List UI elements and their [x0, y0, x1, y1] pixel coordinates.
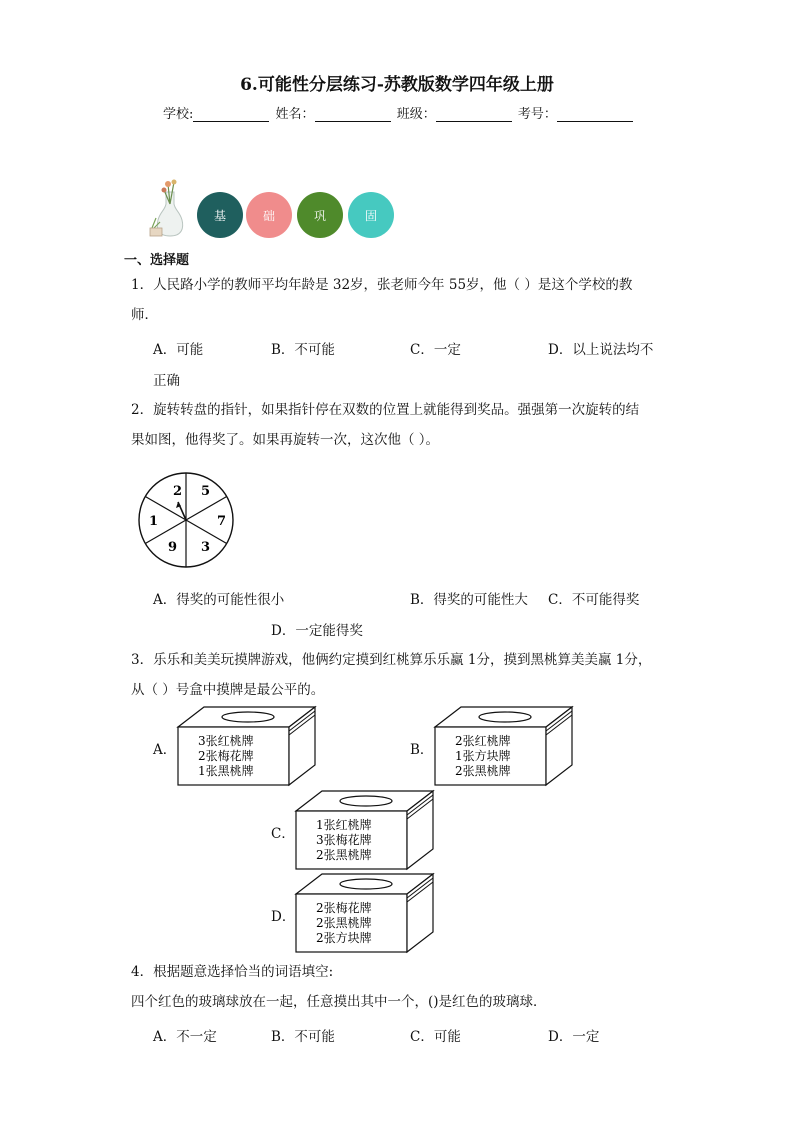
q4-option-b[interactable]: B．不可能	[271, 1029, 335, 1045]
q2-option-a[interactable]: A．得奖的可能性很小	[153, 592, 285, 608]
student-info-line	[163, 103, 635, 122]
class-label: 班级：	[396, 107, 436, 122]
q4-option-c[interactable]: C．可能	[410, 1029, 461, 1045]
box-line: 2张方块牌	[316, 931, 372, 945]
q2-option-c[interactable]: C．不可能得奖	[548, 592, 640, 608]
q1-option-b[interactable]: B．不可能	[271, 342, 335, 358]
badge-circle-1	[197, 192, 243, 238]
q1-option-c[interactable]: C．一定	[410, 342, 461, 358]
q4-option-a[interactable]: A．不一定	[153, 1029, 217, 1045]
vase-plant-icon	[148, 178, 192, 240]
q3-option-d-label[interactable]: D．	[271, 909, 296, 925]
page-title: 6.可能性分层练习-苏教版数学四年级上册	[240, 75, 554, 95]
box-line: 2张梅花牌	[316, 901, 372, 915]
q1-stem-line2: 师．	[131, 307, 158, 323]
q4-stem-line1: 4．根据题意选择恰当的词语填空:	[131, 964, 334, 980]
box-line: 2张黑桃牌	[316, 916, 372, 930]
box-line: 1张红桃牌	[316, 818, 372, 832]
badge-circle-2	[246, 192, 292, 238]
box-line: 2张黑桃牌	[316, 848, 372, 862]
q4-stem-line2: 四个红色的玻璃球放在一起，任意摸出其中一个，()是红色的玻璃球．	[131, 994, 547, 1010]
q4-option-d[interactable]: D．一定	[548, 1029, 600, 1045]
box-line: 2张黑桃牌	[455, 764, 511, 778]
box-line: 1张黑桃牌	[198, 764, 254, 778]
badge-circle-4	[348, 192, 394, 238]
q3-stem-line1: 3．乐乐和美美玩摸牌游戏，他俩约定摸到红桃算乐乐赢 1分，摸到黑桃算美美赢 1分，	[131, 652, 652, 668]
name-blank[interactable]	[315, 109, 391, 122]
q1-option-d[interactable]: D．以上说法均不	[548, 342, 654, 358]
school-blank[interactable]	[193, 109, 269, 122]
q1-option-d-tail: 正确	[153, 373, 180, 389]
q1-stem-line1: 1．人民路小学的教师平均年龄是 32岁，张老师今年 55岁，他（ ）是这个学校的教	[131, 277, 633, 293]
q2-stem-line1: 2．旋转转盘的指针，如果指针停在双数的位置上就能得到奖品。强强第一次旋转的结	[131, 402, 640, 418]
spinner-number: 2	[173, 484, 183, 499]
spinner-number: 5	[201, 484, 211, 499]
badge-char: 巩	[313, 208, 326, 223]
q3-box-b[interactable]	[433, 705, 575, 787]
exam-no-label: 考号：	[517, 107, 557, 122]
badge-char: 基	[213, 208, 226, 223]
q2-option-b[interactable]: B．得奖的可能性大	[410, 592, 528, 608]
spinner-number: 1	[149, 514, 159, 529]
section-title: 一、选择题	[124, 253, 190, 268]
q3-box-d[interactable]	[294, 872, 436, 954]
spinner-number: 3	[201, 540, 211, 555]
name-label: 姓名：	[275, 107, 315, 122]
spinner-number: 7	[217, 514, 227, 529]
spinner-diagram	[136, 470, 236, 570]
q3-option-b-label[interactable]: B．	[410, 742, 434, 758]
q3-stem-line2: 从（ ）号盒中摸牌是最公平的。	[131, 682, 325, 698]
q3-option-a-label[interactable]: A．	[153, 742, 177, 758]
box-line: 3张梅花牌	[316, 833, 372, 847]
q1-option-a[interactable]: A．可能	[153, 342, 204, 358]
badge-char: 础	[262, 208, 275, 223]
box-line: 2张梅花牌	[198, 749, 254, 763]
exam-no-blank[interactable]	[557, 109, 633, 122]
box-line: 3张红桃牌	[198, 734, 254, 748]
q2-stem-line2: 果如图，他得奖了。如果再旋转一次，这次他（ ）。	[131, 432, 440, 448]
q3-option-c-label[interactable]: C．	[271, 826, 295, 842]
box-line: 2张红桃牌	[455, 734, 511, 748]
box-line: 1张方块牌	[455, 749, 511, 763]
q3-box-c[interactable]	[294, 789, 436, 871]
class-blank[interactable]	[436, 109, 512, 122]
q3-box-a[interactable]	[176, 705, 318, 787]
badge-char: 固	[364, 208, 377, 223]
badge-circle-3	[297, 192, 343, 238]
school-label: 学校:	[163, 107, 194, 122]
spinner-number: 9	[168, 540, 178, 555]
q2-option-d[interactable]: D．一定能得奖	[271, 623, 363, 639]
